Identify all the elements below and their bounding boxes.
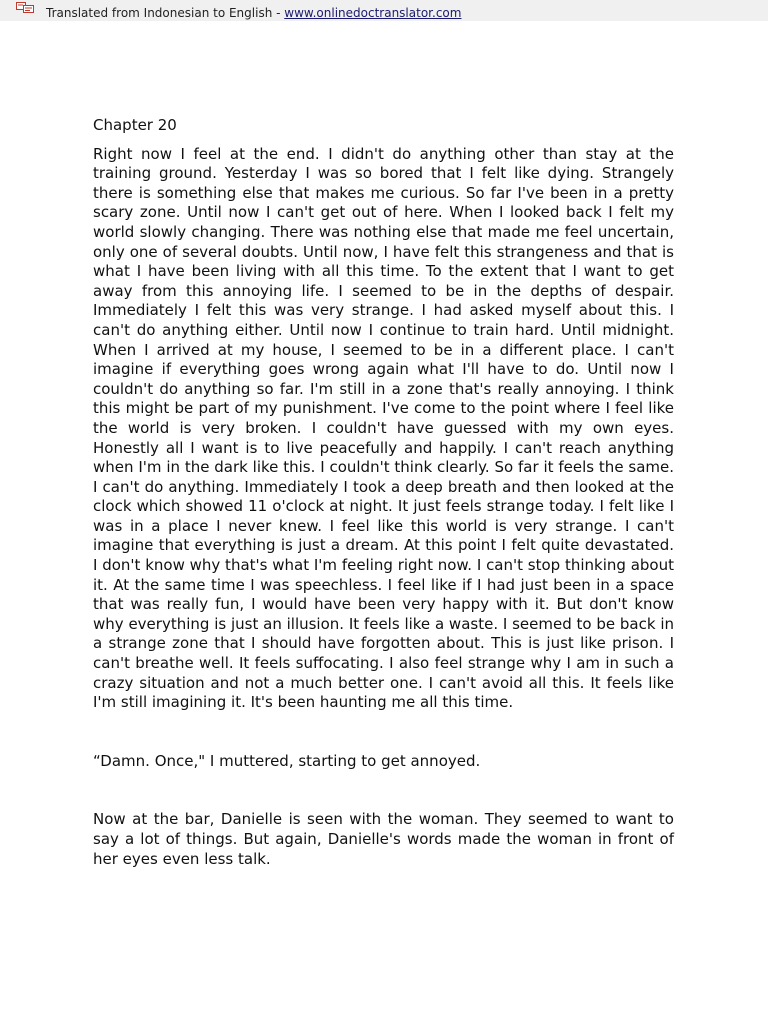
paragraph-2: “Damn. Once," I muttered, starting to get annoyed. [93, 751, 481, 770]
translator-link[interactable]: www.onlinedoctranslator.com [284, 6, 462, 20]
chapter-heading: Chapter 20 [93, 116, 177, 134]
translation-banner [0, 0, 768, 21]
banner-text [46, 5, 461, 21]
translator-logo-icon [16, 2, 34, 14]
paragraph-3: Now at the bar, Danielle is seen with the woman. They seemed to want to say a lot of things. But again, Danielle's words made the woman in front of her eyes even less talk. [93, 810, 674, 868]
paragraph-1: Right now I feel at the end. I didn't do anything other than stay at the training ground. Yesterday I was so bored that I felt like dying. Strangely there is something else that makes me curious. So far I've been in a pretty scary zone. Until now I can't get out of here. When I looked back I felt my world slowly changing. There was nothing else that made me feel uncertain, only one of several doubts. Until now, I have felt this strangeness and that is what I have been living with all this time. To the extent that I want to get away from this annoying life. I seemed to be in the depths of despair. Immediately I felt this was very strange. I had asked myself about this. I can't do anything either. Until now I continue to train hard. Until midnight. When I arrived at my house, I seemed to be in a different place. I can't imagine if everything goes wrong again what I'll have to do. Until now I couldn't do anything so far. I'm still in a zone that's really annoying. I think this might be part of my punishment. I've come to the point where I feel like the world is very broken. I couldn't have guessed with my own eyes. Honestly all I want is to live peacefully and happily. I can't reach anything when I'm in the dark like this. I couldn't think clearly. So far it feels the same. I can't do anything. Immediately I took a deep breath and then looked at the clock which showed 11 o'clock at night. It just feels strange today. I felt like I was in a place I never knew. I feel like this world is very strange. I can't imagine that everything is just a dream. At this point I felt quite devastated. I don't know why that's what I'm feeling right now. I can't stop thinking about it. At the same time I was speechless. I feel like if I had just been in a space that was really fun, I would have been very happy with it. But don't know why everything is just an illusion. It feels like a waste. I seemed to be back in a strange zone that I should have forgotten about. This is just like prison. I can't breathe well. It feels suffocating. I also feel strange why I am in such a crazy situation and not a much better one. I can't avoid all this. It feels like I'm still imagining it. It's been haunting me all this time. [93, 144, 674, 712]
banner-prefix: Translated from Indonesian to English - [46, 6, 285, 20]
document-body [93, 116, 674, 869]
